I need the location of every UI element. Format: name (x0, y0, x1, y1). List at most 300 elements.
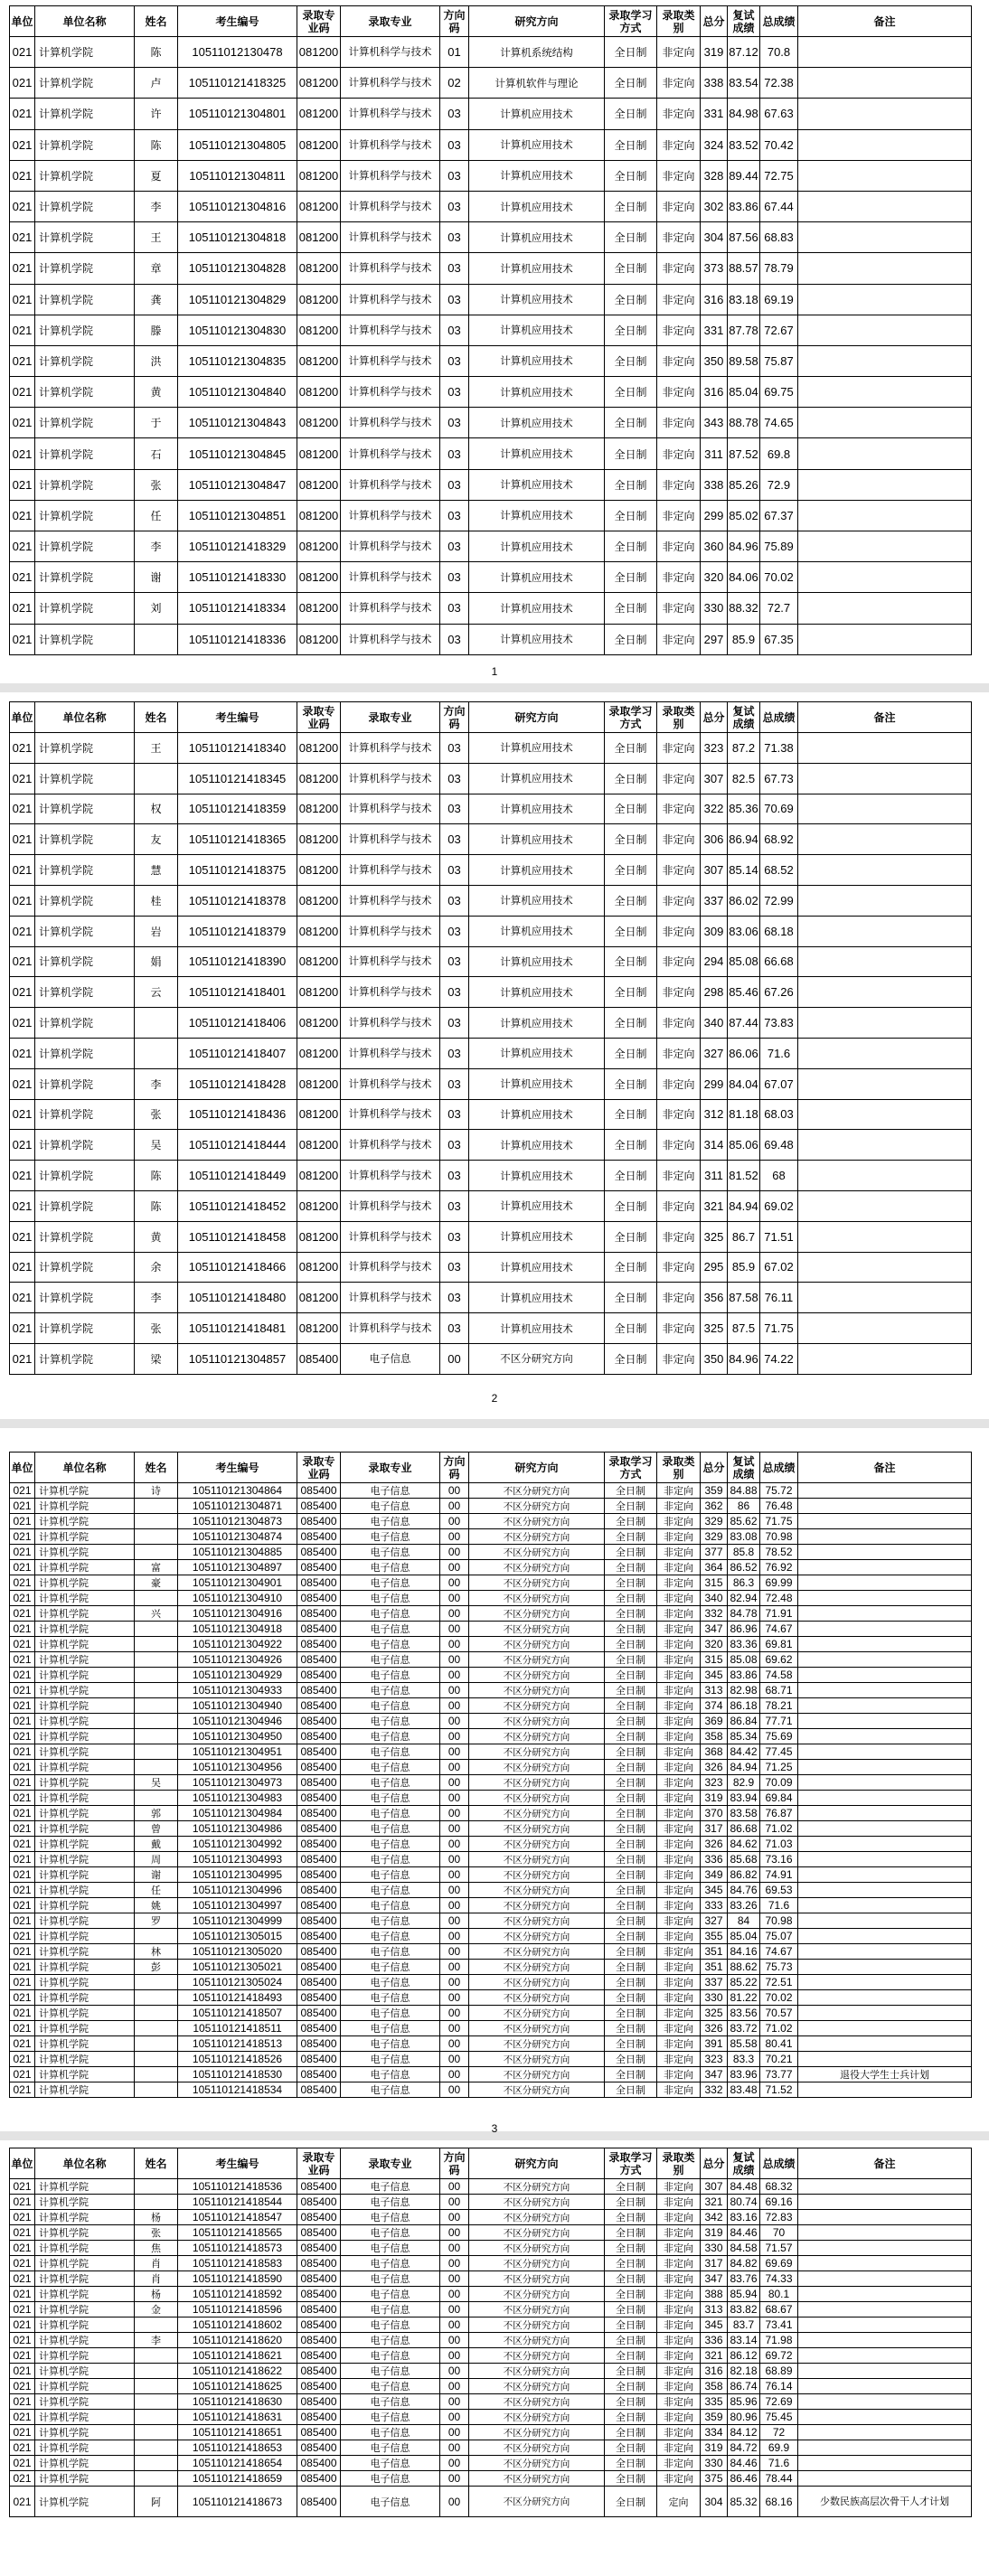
cell-major-code: 081200 (297, 1038, 341, 1068)
cell-category: 非定向 (657, 1791, 701, 1806)
cell-exam-id: 105110121304995 (178, 1867, 297, 1883)
cell-direction: 计算机应用技术 (469, 1008, 605, 1039)
table-row (10, 1837, 972, 1852)
cell-unit: 021 (10, 1883, 35, 1898)
cell-major: 计算机科学与技术 (341, 99, 440, 129)
cell-direction: 不区分研究方向 (469, 1698, 605, 1714)
cell-unit: 021 (10, 1038, 35, 1068)
cell-direction-code: 03 (440, 160, 469, 191)
cell-major-code: 081200 (297, 562, 341, 593)
cell-study-mode: 全日制 (605, 1545, 657, 1560)
cell-exam-id: 105110121418436 (178, 1099, 297, 1130)
cell-final: 78.79 (760, 253, 798, 284)
cell-direction: 计算机应用技术 (469, 408, 605, 438)
cell-retest: 86.94 (728, 824, 760, 855)
cell-name (135, 1668, 178, 1683)
cell-remark (798, 2425, 972, 2440)
cell-total: 329 (701, 1514, 728, 1529)
cell-total: 309 (701, 916, 728, 946)
cell-category: 非定向 (657, 1837, 701, 1852)
cell-name (135, 763, 178, 794)
cell-final: 70.02 (760, 562, 798, 593)
cell-major-code: 085400 (297, 1960, 341, 1975)
document-page (0, 1446, 989, 2135)
table-row (10, 2333, 972, 2348)
cell-category: 非定向 (657, 2410, 701, 2425)
cell-remark (798, 733, 972, 764)
cell-direction-code: 00 (440, 1990, 469, 2006)
cell-major: 计算机科学与技术 (341, 1161, 440, 1191)
cell-retest: 85.14 (728, 855, 760, 886)
cell-major: 计算机科学与技术 (341, 1190, 440, 1221)
cell-unit-name: 计算机学院 (35, 1806, 135, 1821)
table-row (10, 1499, 972, 1514)
cell-remark (798, 1729, 972, 1744)
cell-unit: 021 (10, 733, 35, 764)
cell-category: 非定向 (657, 1529, 701, 1545)
cell-major: 计算机科学与技术 (341, 500, 440, 531)
cell-major-code: 081200 (297, 1099, 341, 1130)
cell-name: 曾 (135, 1821, 178, 1837)
cell-total: 319 (701, 37, 728, 68)
cell-direction: 计算机应用技术 (469, 824, 605, 855)
table-row (10, 1637, 972, 1652)
table-row (10, 1867, 972, 1883)
cell-category: 非定向 (657, 1929, 701, 1944)
cell-study-mode: 全日制 (605, 1806, 657, 1821)
cell-unit-name: 计算机学院 (35, 253, 135, 284)
cell-name: 阿 (135, 2487, 178, 2517)
cell-exam-id: 105110121304864 (178, 1483, 297, 1499)
cell-category: 非定向 (657, 1960, 701, 1975)
table-row (10, 1038, 972, 1068)
cell-direction: 不区分研究方向 (469, 1575, 605, 1591)
cell-retest: 84.06 (728, 562, 760, 593)
cell-retest: 83.16 (728, 2210, 760, 2225)
cell-remark (798, 1837, 972, 1852)
cell-final: 67.35 (760, 624, 798, 654)
cell-direction-code: 00 (440, 2052, 469, 2067)
cell-study-mode: 全日制 (605, 1606, 657, 1622)
cell-retest: 86.3 (728, 1575, 760, 1591)
table-row (10, 2179, 972, 2195)
column-header-direction: 研究方向 (469, 6, 605, 37)
cell-unit: 021 (10, 1791, 35, 1806)
cell-direction: 计算机应用技术 (469, 885, 605, 916)
cell-remark (798, 68, 972, 99)
cell-direction-code: 00 (440, 2036, 469, 2052)
cell-remark (798, 1944, 972, 1960)
cell-final: 74.67 (760, 1944, 798, 1960)
cell-direction: 不区分研究方向 (469, 2052, 605, 2067)
cell-category: 非定向 (657, 284, 701, 315)
cell-major-code: 081200 (297, 1008, 341, 1039)
cell-unit-name: 计算机学院 (35, 1760, 135, 1775)
cell-exam-id: 105110121418493 (178, 1990, 297, 2006)
column-header-retest: 复试成绩 (728, 6, 760, 37)
cell-study-mode: 全日制 (605, 2317, 657, 2333)
cell-study-mode: 全日制 (605, 855, 657, 886)
cell-category: 非定向 (657, 160, 701, 191)
cell-direction: 不区分研究方向 (469, 1960, 605, 1975)
cell-exam-id: 105110121418466 (178, 1252, 297, 1283)
cell-direction-code: 03 (440, 562, 469, 593)
table-row (10, 855, 972, 886)
cell-name: 云 (135, 977, 178, 1008)
cell-remark (798, 1668, 972, 1683)
cell-study-mode: 全日制 (605, 1775, 657, 1791)
cell-unit-name: 计算机学院 (35, 2271, 135, 2287)
cell-unit-name: 计算机学院 (35, 733, 135, 764)
cell-unit: 021 (10, 2394, 35, 2410)
cell-major-code: 081200 (297, 946, 341, 977)
cell-unit-name: 计算机学院 (35, 2052, 135, 2067)
cell-exam-id: 105110121304933 (178, 1683, 297, 1698)
cell-total: 319 (701, 1791, 728, 1806)
cell-study-mode: 全日制 (605, 1791, 657, 1806)
cell-final: 69.19 (760, 284, 798, 315)
cell-name: 杨 (135, 2287, 178, 2302)
cell-exam-id: 105110121304830 (178, 315, 297, 345)
table-row (10, 1698, 972, 1714)
cell-major: 计算机科学与技术 (341, 345, 440, 376)
cell-retest: 87.58 (728, 1283, 760, 1313)
cell-exam-id: 105110121418340 (178, 733, 297, 764)
cell-study-mode: 全日制 (605, 1975, 657, 1990)
cell-major: 电子信息 (341, 2256, 440, 2271)
cell-unit: 021 (10, 763, 35, 794)
cell-exam-id: 105110121304901 (178, 1575, 297, 1591)
cell-category: 非定向 (657, 191, 701, 221)
column-header-direction-code: 方向码 (440, 1453, 469, 1483)
cell-unit: 021 (10, 1591, 35, 1606)
column-header-remark: 备注 (798, 1453, 972, 1483)
cell-major: 计算机科学与技术 (341, 469, 440, 500)
cell-major: 电子信息 (341, 2440, 440, 2456)
cell-remark (798, 1313, 972, 1344)
cell-category: 非定向 (657, 2021, 701, 2036)
cell-major-code: 085400 (297, 2287, 341, 2302)
cell-exam-id: 105110121418378 (178, 885, 297, 916)
cell-major: 计算机科学与技术 (341, 946, 440, 977)
cell-name (135, 1929, 178, 1944)
cell-direction-code: 00 (440, 1929, 469, 1944)
cell-total: 347 (701, 2271, 728, 2287)
cell-direction-code: 00 (440, 2006, 469, 2021)
cell-exam-id: 105110121304993 (178, 1852, 297, 1867)
table-row (10, 624, 972, 654)
cell-unit-name: 计算机学院 (35, 1190, 135, 1221)
cell-name (135, 1529, 178, 1545)
cell-total: 322 (701, 794, 728, 824)
cell-exam-id: 105110121418513 (178, 2036, 297, 2052)
cell-major-code: 085400 (297, 1545, 341, 1560)
cell-major: 电子信息 (341, 1821, 440, 1837)
cell-remark (798, 2021, 972, 2036)
cell-direction-code: 03 (440, 1068, 469, 1099)
cell-total: 327 (701, 1038, 728, 1068)
cell-remark (798, 2287, 972, 2302)
table-row (10, 1791, 972, 1806)
cell-direction-code: 03 (440, 763, 469, 794)
cell-name: 慧 (135, 855, 178, 886)
cell-major: 电子信息 (341, 1944, 440, 1960)
cell-total: 313 (701, 2302, 728, 2317)
cell-unit: 021 (10, 1821, 35, 1837)
cell-direction: 不区分研究方向 (469, 2333, 605, 2348)
cell-study-mode: 全日制 (605, 1990, 657, 2006)
cell-major-code: 085400 (297, 2179, 341, 2195)
cell-total: 294 (701, 946, 728, 977)
cell-major-code: 081200 (297, 1130, 341, 1161)
cell-retest: 83.36 (728, 1637, 760, 1652)
cell-retest: 84.16 (728, 1944, 760, 1960)
cell-unit-name: 计算机学院 (35, 37, 135, 68)
cell-retest: 86.96 (728, 1622, 760, 1637)
cell-study-mode: 全日制 (605, 1560, 657, 1575)
cell-name (135, 2379, 178, 2394)
cell-category: 非定向 (657, 1038, 701, 1068)
cell-study-mode: 全日制 (605, 1068, 657, 1099)
cell-unit: 021 (10, 284, 35, 315)
cell-name: 洪 (135, 345, 178, 376)
cell-name: 陈 (135, 1190, 178, 1221)
cell-exam-id: 105110121418375 (178, 855, 297, 886)
cell-study-mode: 全日制 (605, 2067, 657, 2082)
column-header-remark: 备注 (798, 6, 972, 37)
cell-major: 计算机科学与技术 (341, 253, 440, 284)
cell-direction-code: 03 (440, 1313, 469, 1344)
cell-direction: 计算机应用技术 (469, 1313, 605, 1344)
cell-category: 非定向 (657, 1975, 701, 1990)
cell-final: 69.48 (760, 1130, 798, 1161)
cell-name: 富 (135, 1560, 178, 1575)
cell-remark (798, 2379, 972, 2394)
cell-direction: 不区分研究方向 (469, 1683, 605, 1698)
cell-category: 非定向 (657, 946, 701, 977)
cell-final: 69.62 (760, 1652, 798, 1668)
cell-name (135, 2317, 178, 2333)
cell-direction-code: 03 (440, 946, 469, 977)
cell-study-mode: 全日制 (605, 946, 657, 977)
cell-unit-name: 计算机学院 (35, 1698, 135, 1714)
cell-name: 戴 (135, 1837, 178, 1852)
column-header-name: 姓名 (135, 1453, 178, 1483)
cell-direction: 不区分研究方向 (469, 1837, 605, 1852)
cell-retest: 83.18 (728, 284, 760, 315)
cell-retest: 86.68 (728, 1821, 760, 1837)
table-row (10, 1652, 972, 1668)
cell-name (135, 2456, 178, 2471)
cell-total: 319 (701, 2440, 728, 2456)
cell-unit: 021 (10, 1637, 35, 1652)
cell-unit-name: 计算机学院 (35, 1714, 135, 1729)
cell-major-code: 085400 (297, 1806, 341, 1821)
cell-remark (798, 1529, 972, 1545)
cell-category: 非定向 (657, 1898, 701, 1913)
cell-unit-name: 计算机学院 (35, 1161, 135, 1191)
cell-category: 非定向 (657, 1714, 701, 1729)
cell-exam-id: 105110121305020 (178, 1944, 297, 1960)
cell-name: 梁 (135, 1343, 178, 1374)
cell-direction-code: 00 (440, 1575, 469, 1591)
cell-retest: 82.94 (728, 1591, 760, 1606)
cell-unit-name: 计算机学院 (35, 1606, 135, 1622)
cell-remark (798, 1990, 972, 2006)
cell-name (135, 1698, 178, 1714)
cell-category: 非定向 (657, 531, 701, 562)
column-header-major-code: 录取专业码 (297, 1453, 341, 1483)
cell-retest: 84.76 (728, 1883, 760, 1898)
cell-retest: 80.96 (728, 2410, 760, 2425)
cell-name: 夏 (135, 160, 178, 191)
cell-total: 298 (701, 977, 728, 1008)
cell-total: 326 (701, 2021, 728, 2036)
cell-study-mode: 全日制 (605, 2425, 657, 2440)
cell-total: 347 (701, 2067, 728, 2082)
cell-major: 电子信息 (341, 2082, 440, 2098)
column-header-unit-name: 单位名称 (35, 2148, 135, 2179)
cell-major: 电子信息 (341, 1744, 440, 1760)
admission-table (9, 5, 972, 655)
cell-direction-code: 00 (440, 1729, 469, 1744)
table-row (10, 99, 972, 129)
cell-category: 非定向 (657, 1729, 701, 1744)
cell-major: 电子信息 (341, 2036, 440, 2052)
cell-final: 71.91 (760, 1606, 798, 1622)
admission-table (9, 1452, 972, 2098)
cell-unit-name: 计算机学院 (35, 284, 135, 315)
table-row (10, 2067, 972, 2082)
cell-study-mode: 全日制 (605, 2241, 657, 2256)
cell-total: 295 (701, 1252, 728, 1283)
cell-major: 计算机科学与技术 (341, 1008, 440, 1039)
cell-unit-name: 计算机学院 (35, 2036, 135, 2052)
cell-retest: 88.62 (728, 1960, 760, 1975)
cell-category: 非定向 (657, 1343, 701, 1374)
cell-retest: 80.74 (728, 2195, 760, 2210)
cell-retest: 83.26 (728, 1898, 760, 1913)
cell-unit-name: 计算机学院 (35, 855, 135, 886)
cell-major: 计算机科学与技术 (341, 37, 440, 68)
cell-direction: 不区分研究方向 (469, 2440, 605, 2456)
cell-exam-id: 105110121304851 (178, 500, 297, 531)
cell-exam-id: 105110121304847 (178, 469, 297, 500)
cell-study-mode: 全日制 (605, 1929, 657, 1944)
cell-unit-name: 计算机学院 (35, 1283, 135, 1313)
column-header-major: 录取专业 (341, 702, 440, 733)
cell-major: 电子信息 (341, 2425, 440, 2440)
cell-direction-code: 03 (440, 916, 469, 946)
cell-major-code: 085400 (297, 2271, 341, 2287)
column-header-final: 总成绩 (760, 702, 798, 733)
cell-major-code: 085400 (297, 1529, 341, 1545)
cell-total: 333 (701, 1898, 728, 1913)
cell-unit: 021 (10, 1099, 35, 1130)
cell-direction-code: 03 (440, 1221, 469, 1252)
cell-direction-code: 00 (440, 2348, 469, 2364)
cell-final: 69.53 (760, 1883, 798, 1898)
cell-final: 69.81 (760, 1637, 798, 1652)
cell-direction: 不区分研究方向 (469, 2456, 605, 2471)
cell-major: 电子信息 (341, 2379, 440, 2394)
cell-major: 计算机科学与技术 (341, 1130, 440, 1161)
cell-final: 77.71 (760, 1714, 798, 1729)
cell-total: 304 (701, 222, 728, 253)
cell-unit-name: 计算机学院 (35, 1791, 135, 1806)
cell-retest: 83.82 (728, 2302, 760, 2317)
cell-unit: 021 (10, 222, 35, 253)
cell-unit: 021 (10, 1975, 35, 1990)
cell-remark (798, 99, 972, 129)
cell-unit-name: 计算机学院 (35, 2021, 135, 2036)
cell-name (135, 1729, 178, 1744)
cell-category: 非定向 (657, 2179, 701, 2195)
cell-name (135, 2006, 178, 2021)
cell-major: 电子信息 (341, 1990, 440, 2006)
cell-unit-name: 计算机学院 (35, 1929, 135, 1944)
cell-retest: 87.2 (728, 733, 760, 764)
table-row (10, 1068, 972, 1099)
cell-final: 69.75 (760, 377, 798, 408)
table-row (10, 1283, 972, 1313)
table-row (10, 531, 972, 562)
cell-direction: 不区分研究方向 (469, 1622, 605, 1637)
cell-unit: 021 (10, 916, 35, 946)
cell-study-mode: 全日制 (605, 1852, 657, 1867)
cell-final: 78.44 (760, 2471, 798, 2487)
cell-unit-name: 计算机学院 (35, 129, 135, 160)
cell-exam-id: 105110121418544 (178, 2195, 297, 2210)
cell-category: 非定向 (657, 562, 701, 593)
cell-unit: 021 (10, 2256, 35, 2271)
cell-exam-id: 105110121304973 (178, 1775, 297, 1791)
cell-total: 336 (701, 2333, 728, 2348)
cell-exam-id: 105110121418329 (178, 531, 297, 562)
cell-major: 电子信息 (341, 1806, 440, 1821)
cell-category: 非定向 (657, 1867, 701, 1883)
cell-study-mode: 全日制 (605, 1821, 657, 1837)
cell-retest: 83.86 (728, 191, 760, 221)
cell-retest: 83.06 (728, 916, 760, 946)
cell-unit: 021 (10, 624, 35, 654)
cell-major: 电子信息 (341, 2364, 440, 2379)
cell-major: 电子信息 (341, 2394, 440, 2410)
cell-direction-code: 03 (440, 593, 469, 624)
cell-direction: 不区分研究方向 (469, 2302, 605, 2317)
cell-exam-id: 105110121418401 (178, 977, 297, 1008)
cell-unit: 021 (10, 1529, 35, 1545)
cell-direction-code: 03 (440, 438, 469, 469)
cell-unit: 021 (10, 824, 35, 855)
cell-study-mode: 全日制 (605, 2302, 657, 2317)
cell-category: 非定向 (657, 2425, 701, 2440)
cell-final: 68.03 (760, 1099, 798, 1130)
cell-major-code: 085400 (297, 1791, 341, 1806)
cell-category: 非定向 (657, 1499, 701, 1514)
cell-category: 非定向 (657, 824, 701, 855)
cell-unit: 021 (10, 2241, 35, 2256)
cell-direction-code: 03 (440, 1130, 469, 1161)
table-row (10, 2006, 972, 2021)
column-header-study-mode: 录取学习方式 (605, 6, 657, 37)
column-header-unit-name: 单位名称 (35, 702, 135, 733)
cell-major-code: 085400 (297, 2006, 341, 2021)
column-header-major-code: 录取专业码 (297, 6, 341, 37)
cell-name (135, 1622, 178, 1637)
cell-major-code: 081200 (297, 160, 341, 191)
cell-major: 电子信息 (341, 1591, 440, 1606)
